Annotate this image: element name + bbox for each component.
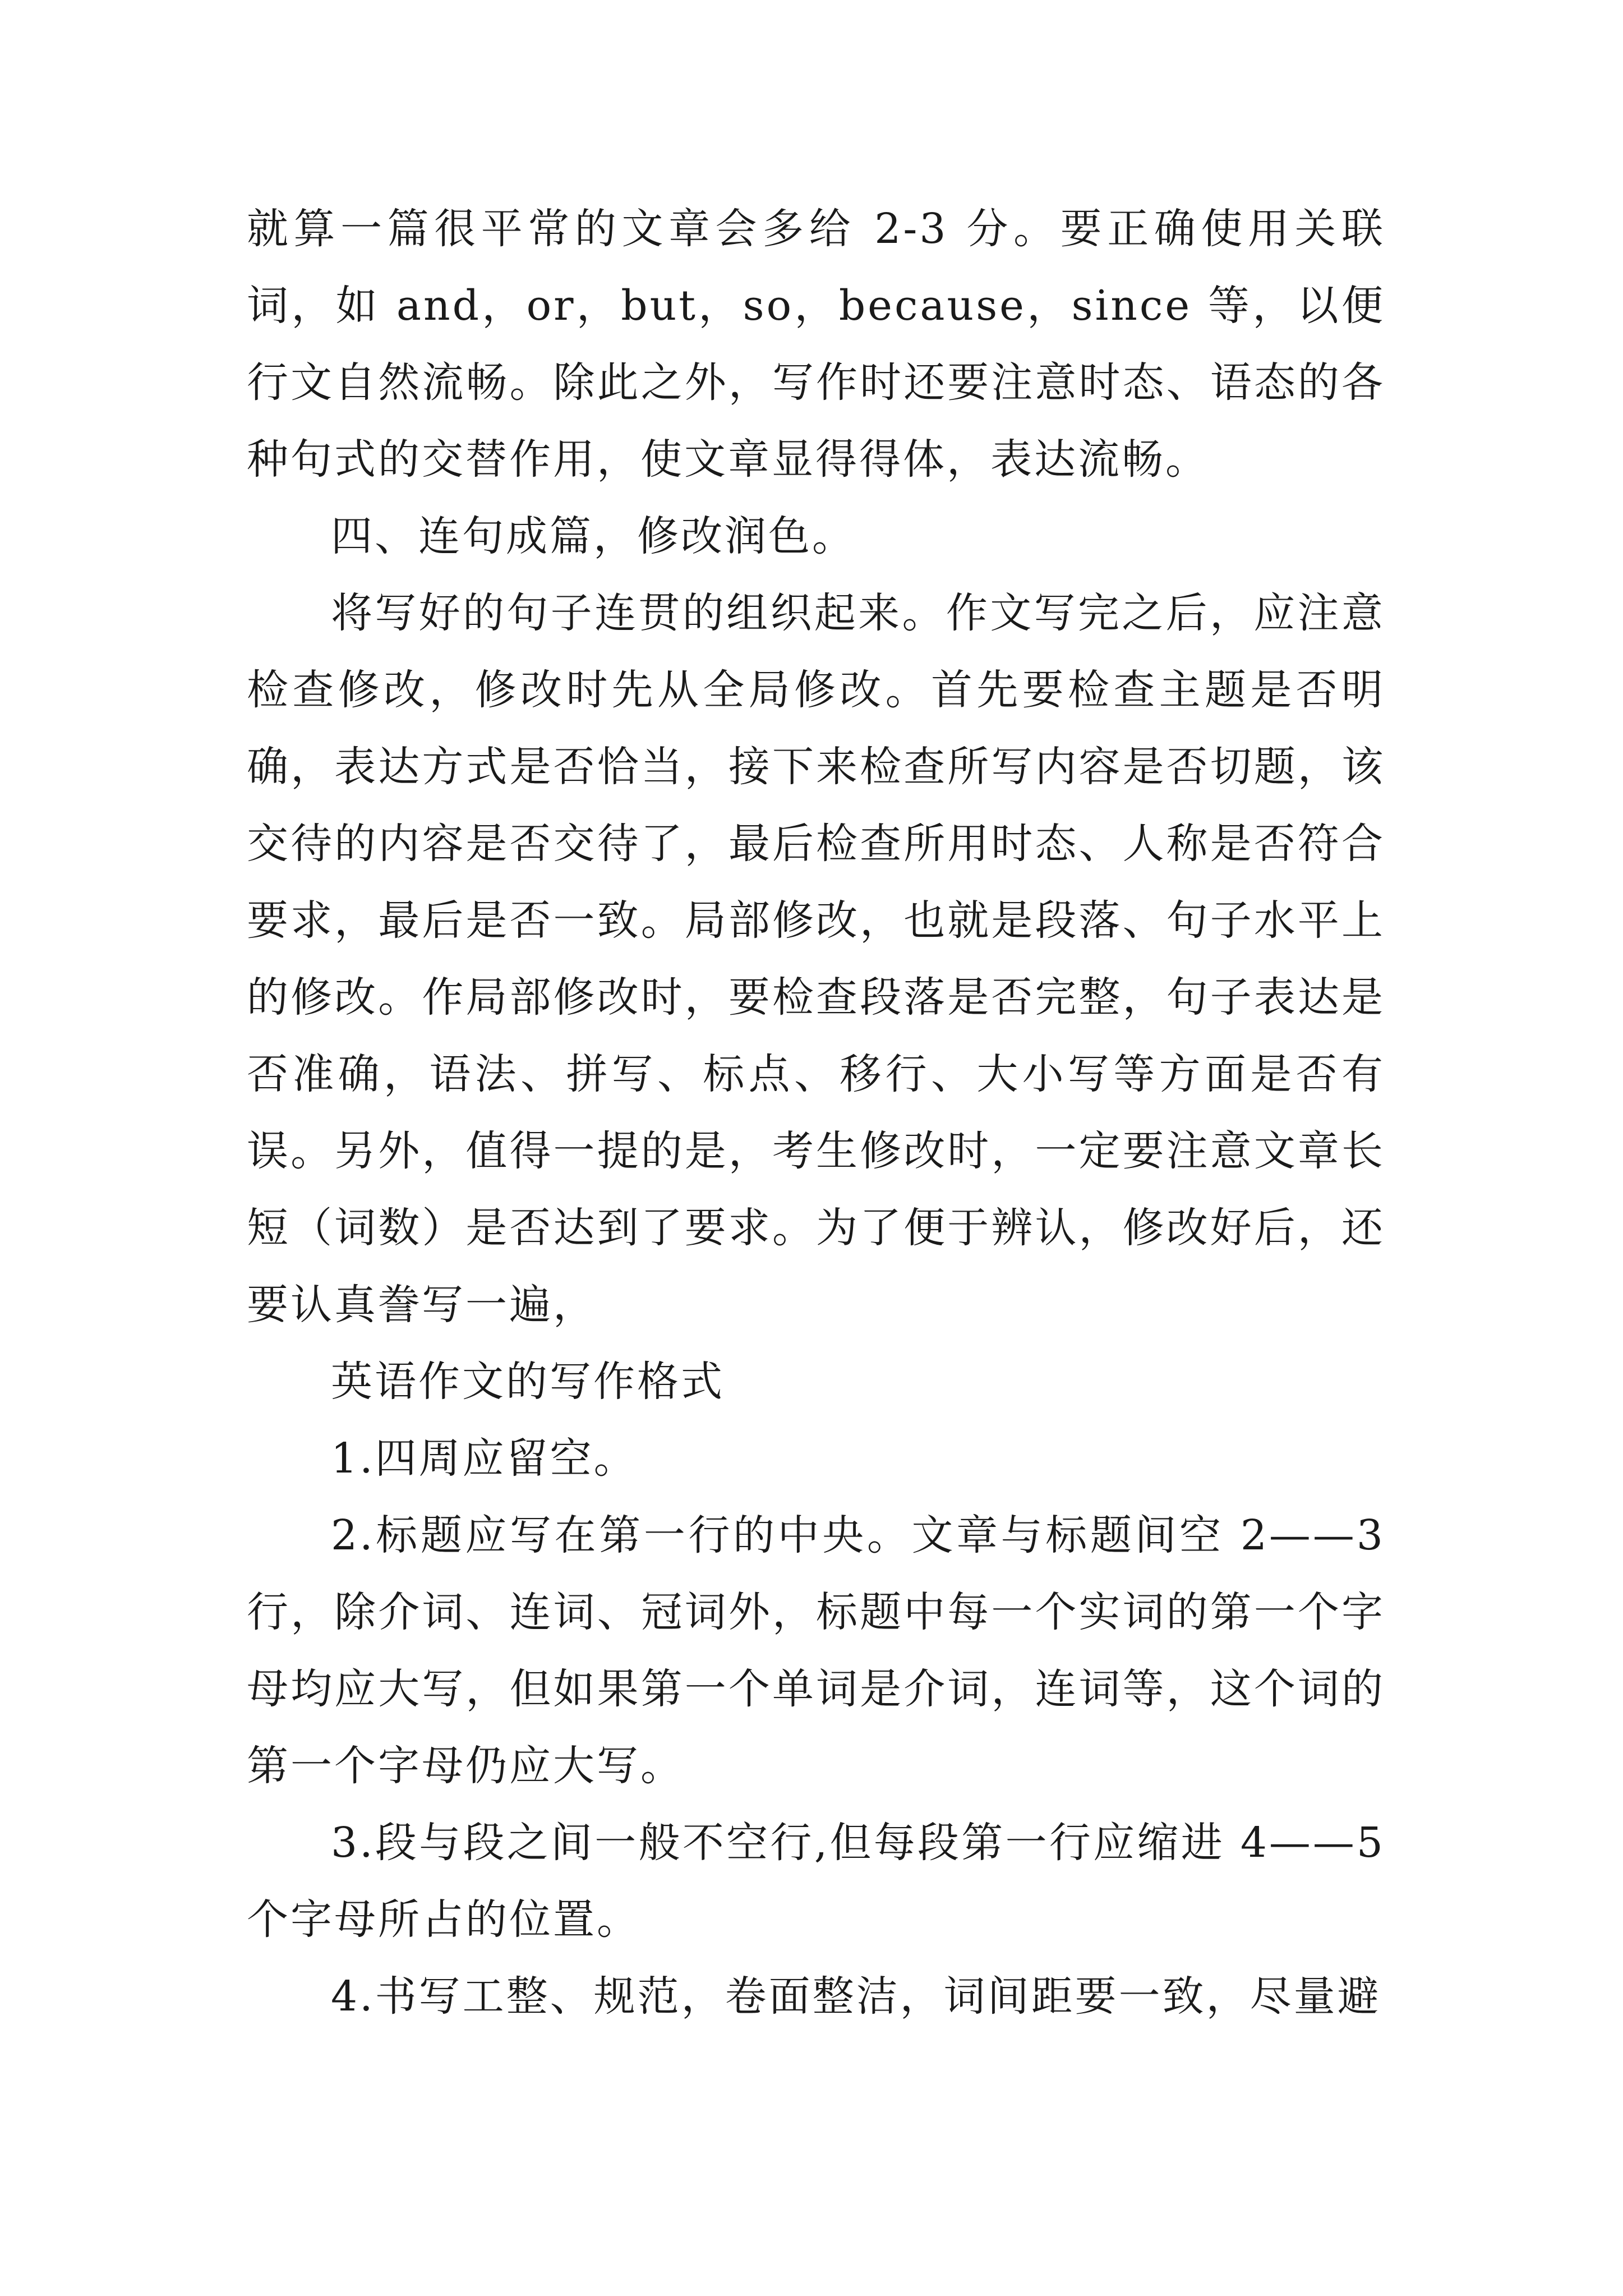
list-item-3: 3.段与段之间一般不空行,但每段第一行应缩进 4——5 个字母所占的位置。 — [247, 1819, 1385, 1944]
heading-writing-format: 英语作文的写作格式 — [331, 1358, 725, 1406]
paragraph-revision: 将写好的句子连贯的组织起来。作文写完之后，应注意检查修改，修改时先从全局修改。首先要检查主题是否明确，表达方式是否恰当，接下来检查所写内容是否切题，该交待的内容是否交待了，最后检查所用时态、人称是否符合要求，最后是否一致。局部修改，也就是段落、句子水平上的修改。作局部修改时，要检查段落是否完整，句子表达是否准确，语法、拼写、标点、移行、大小写等方面是否有误。另外，值得一提的是，考生修改时，一定要注意文章长短（词数）是否达到了要求。为了便于辨认，修改好后，还要认真誊写一遍， — [247, 589, 1385, 1329]
section-heading-four: 四、连句成篇，修改润色。 — [331, 512, 856, 560]
list-item-2: 2.标题应写在第一行的中央。文章与标题间空 2——3 行，除介词、连词、冠词外，标题中每一个实词的第一个字母均应大写，但如果第一个单词是介词，连词等，这个词的第一个字母仍应大写。 — [247, 1511, 1385, 1790]
list-item-1: 1.四周应留空。 — [331, 1434, 638, 1483]
paragraph-conjunctions: 就算一篇很平常的文章会多给 2-3 分。要正确使用关联词，如 and，or，but，so，because，since 等，以便行文自然流畅。除此之外，写作时还要注意时态、语态的各种句式的交替作用，使文章显得得体，表达流畅。 — [247, 205, 1385, 484]
document-body — [247, 191, 1385, 2035]
list-item-4: 4.书写工整、规范，卷面整洁，词间距要一致，尽量避 — [331, 1972, 1381, 2021]
